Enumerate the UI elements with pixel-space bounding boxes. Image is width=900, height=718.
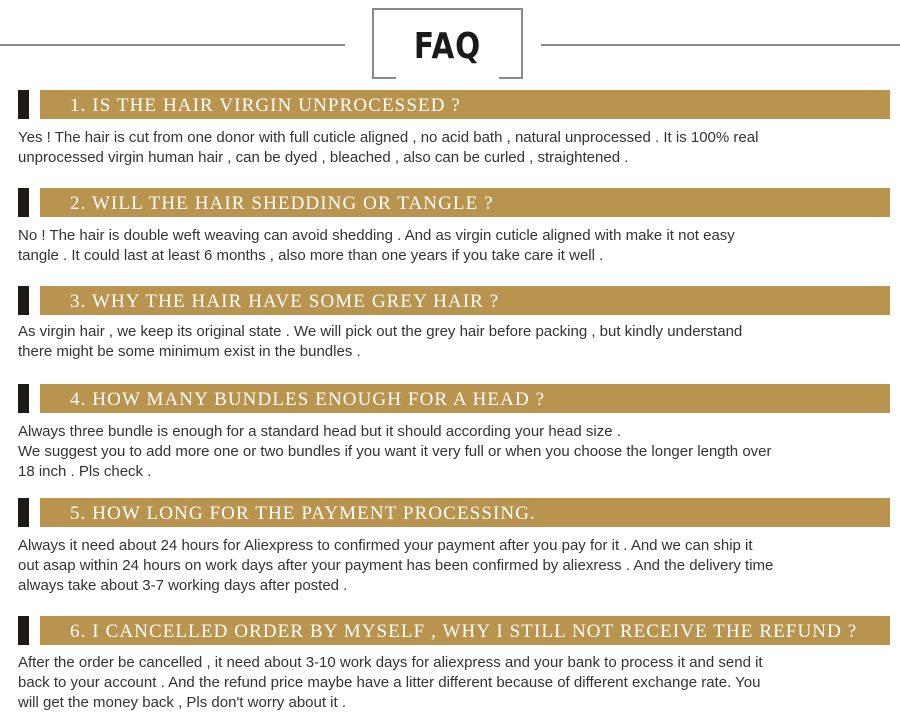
question-marker (18, 616, 29, 645)
answer-text: Always it need about 24 hours for Aliexpress to confirmed your payment after you pay for it . And we can ship it out asap within 24 hours on work days after your payment has been confirmed by aliexress . And the delivery time always take about 3-7 working days after posted . (18, 537, 774, 594)
question-bar (18, 188, 890, 217)
answer-text: Always three bundle is enough for a standard head but it should according your head size . We suggest you to add more one or two bundles if you want it very full or when you choose the longer length over 18 inch . Pls check . (18, 423, 772, 480)
answer-text: No ! The hair is double weft weaving can avoid shedding . And as virgin cuticle aligned with make it not easy tangle . It could last at least 6 months , also more than one years if you take care it well . (18, 227, 735, 264)
answer-text: After the order be cancelled , it need about 3-10 work days for aliexpress and your bank to process it and send it back to your account . And the refund price maybe have a litter different because of different exchange rate. You will get the money back , Pls don't worry about it . (18, 654, 763, 711)
question-band (40, 384, 890, 413)
header-divider-right (541, 44, 900, 46)
question-marker (18, 286, 29, 315)
question-bar (18, 498, 890, 527)
question-text: 3. WHY THE HAIR HAVE SOME GREY HAIR ? (70, 291, 500, 312)
question-bar (18, 616, 890, 645)
question-band (40, 188, 890, 217)
question-marker (18, 90, 29, 119)
question-bar (18, 90, 890, 119)
answer-text: As virgin hair , we keep its original state . We will pick out the grey hair before packing , but kindly understand there might be some minimum exist in the bundles . (18, 323, 743, 360)
question-marker (18, 188, 29, 217)
question-marker (18, 384, 29, 413)
question-marker (18, 498, 29, 527)
page-title: FAQ (413, 26, 482, 67)
question-text: 1. IS THE HAIR VIRGIN UNPROCESSED ? (70, 95, 461, 116)
question-bar (18, 384, 890, 413)
answer-text: Yes ! The hair is cut from one donor with full cuticle aligned , no acid bath , natural unprocessed . It is 100% real unprocessed virgin human hair , can be dyed , bleached , also can be curled , straightened . (18, 129, 759, 166)
question-text: 6. I CANCELLED ORDER BY MYSELF , WHY I STILL NOT RECEIVE THE REFUND ? (70, 621, 858, 642)
header-divider-left (0, 44, 345, 46)
question-text: 2. WILL THE HAIR SHEDDING OR TANGLE ? (70, 193, 494, 214)
question-band (40, 616, 890, 645)
question-text: 4. HOW MANY BUNDLES ENOUGH FOR A HEAD ? (70, 389, 546, 410)
question-band (40, 498, 890, 527)
faq-header (0, 0, 900, 90)
question-bar (18, 286, 890, 315)
question-band (40, 286, 890, 315)
title-frame (372, 8, 523, 79)
question-band (40, 90, 890, 119)
question-text: 5. HOW LONG FOR THE PAYMENT PROCESSING. (70, 503, 536, 524)
